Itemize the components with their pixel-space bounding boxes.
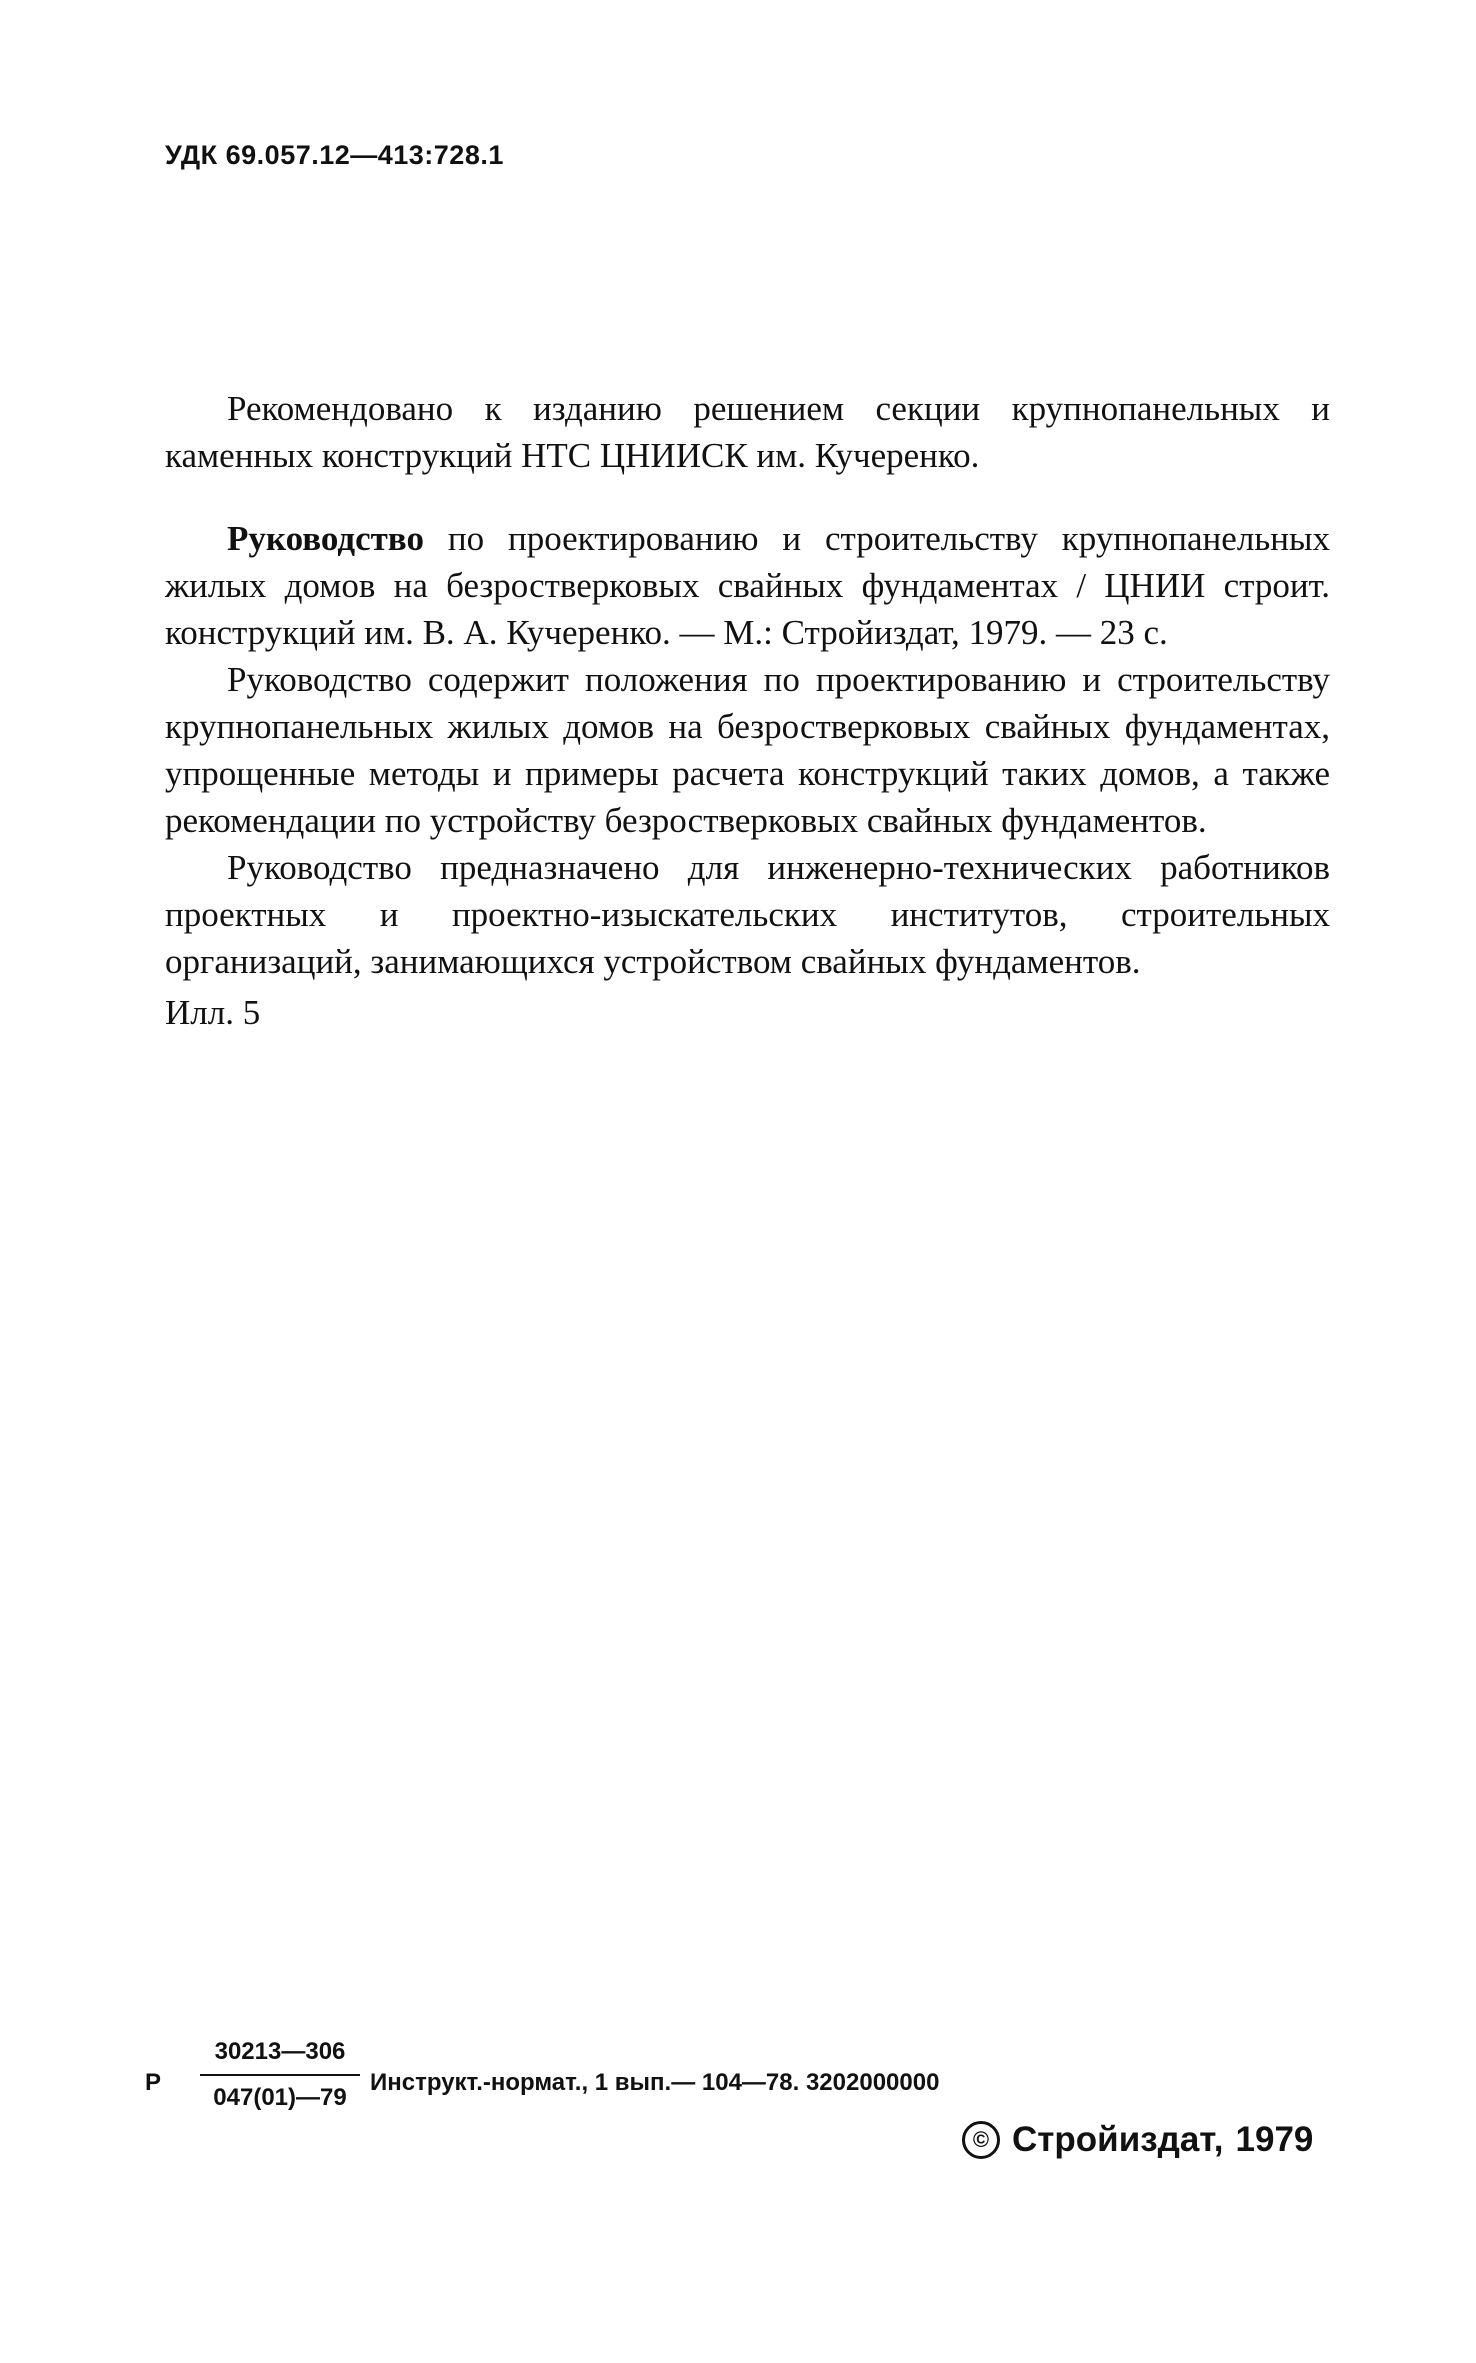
- copyright-line: [962, 2120, 1313, 2160]
- citation-lead-word: Руководство: [227, 519, 424, 558]
- copyright-icon: ©: [962, 2121, 1000, 2159]
- copyright-year: 1979: [1235, 2120, 1314, 2159]
- index-numerator: 30213—306: [214, 2038, 346, 2065]
- copyright-publisher: Стройиздат,: [1012, 2120, 1224, 2159]
- index-denominator: 047(01)—79: [213, 2084, 347, 2111]
- index-code: Инструкт.-нормат., 1 вып.— 104—78. 3202000000: [370, 2069, 940, 2096]
- illustrations-count: Илл. 5: [165, 993, 261, 1032]
- abstract-paragraph-audience: Руководство предназначено для инженерно-технических работников проектных и проектно-изыскательских институтов, строительных организаций, занимающихся устройством свайных фундаментов.: [165, 848, 1330, 981]
- abstract-block: [165, 515, 1330, 985]
- citation-text: по проектированию и строительству крупнопанельных жилых домов на безростверковых свайных фундаментах / ЦНИИ строит. конструкций им. В. А. Кучеренко. — М.: Стройиздат, 1979. — 23 с.: [165, 519, 1330, 652]
- abstract-paragraph-content: Руководство содержит положения по проектированию и строительству крупнопанельных жилых домов на безростверковых свайных фундаментах, упрощенные методы и примеры расчета конструкций таких домов, а также рекомендации по устройству безростверковых свайных фундаментов.: [165, 660, 1330, 840]
- udk-classification: УДК 69.057.12—413:728.1: [165, 140, 504, 170]
- index-letter: Р: [145, 2069, 162, 2096]
- recommendation-note: Рекомендовано к изданию решением секции крупнопанельных и каменных конструкций НТС ЦНИИСК им. Кучеренко.: [165, 389, 1330, 475]
- index-fraction: [200, 2035, 360, 2115]
- bibliographic-citation: [165, 515, 1330, 656]
- fraction-bar: [200, 2074, 360, 2076]
